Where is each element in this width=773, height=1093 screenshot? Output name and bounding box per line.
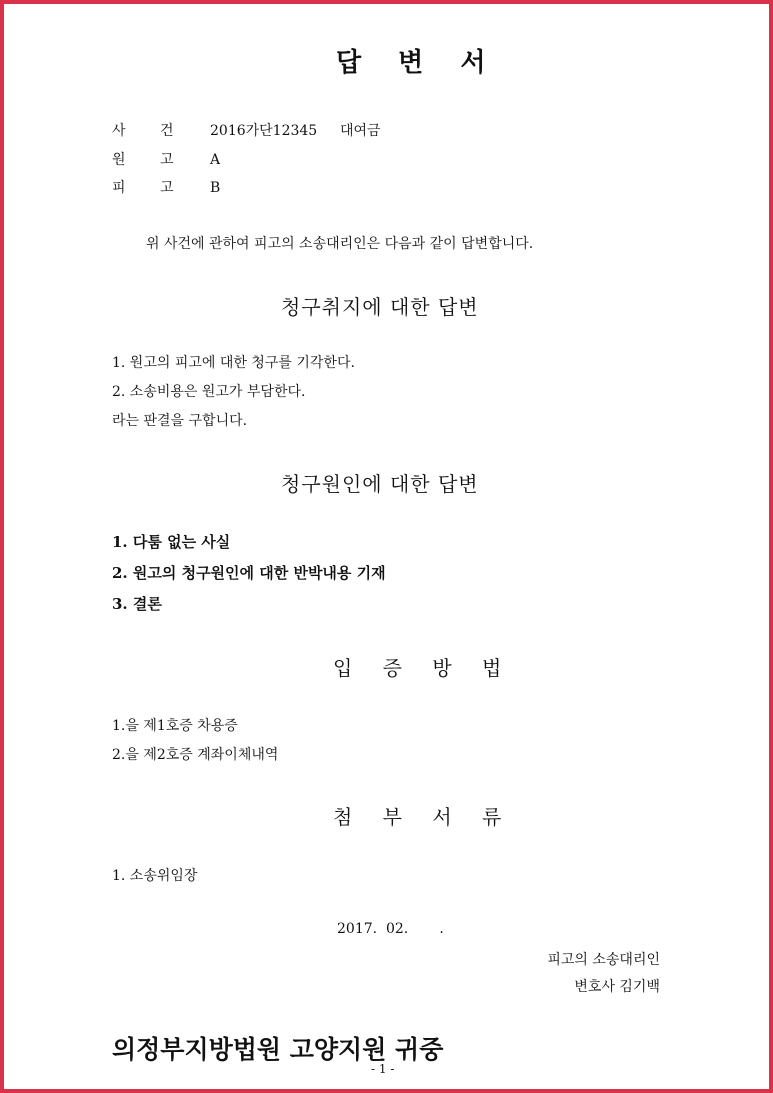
document-title: 답 변 서: [336, 48, 500, 78]
attachment-line: 1. 소송위임장: [112, 868, 198, 884]
defendant-label-a: 피: [112, 180, 126, 196]
claim-cause-line: 2. 원고의 청구원인에 대한 반박내용 기재: [112, 564, 386, 582]
defendant-name: B: [210, 180, 221, 196]
case-label-b: 건: [160, 123, 174, 139]
intro-sentence: 위 사건에 관하여 피고의 소송대리인은 다음과 같이 답변합니다.: [146, 236, 534, 252]
claim-purpose-heading: 청구취지에 대한 답변: [281, 295, 479, 319]
claim-cause-line: 1. 다툼 없는 사실: [112, 533, 231, 551]
case-number: 2016가단12345: [210, 123, 318, 139]
document-date: 2017. 02. .: [337, 921, 444, 937]
plaintiff-label-b: 고: [160, 152, 174, 168]
defendant-row: [112, 177, 220, 197]
evidence-heading: 입 증 방 법: [333, 656, 514, 680]
defendant-label-b: 고: [160, 180, 174, 196]
plaintiff-row: [112, 149, 220, 169]
court-addressee: 의정부지방법원 고양지원 귀중: [112, 1035, 444, 1064]
claim-cause-line: 3. 결론: [112, 595, 162, 613]
case-label-a: 사: [112, 123, 126, 139]
claim-purpose-line: 1. 원고의 피고에 대한 청구를 기각한다.: [112, 355, 355, 371]
page-number: - 1 -: [371, 1062, 395, 1076]
case-type: 대여금: [340, 123, 381, 139]
signer-name: 변호사 김기백: [574, 979, 660, 995]
claim-purpose-line: 2. 소송비용은 원고가 부담한다.: [112, 384, 306, 400]
signer-role: 피고의 소송대리인: [547, 952, 660, 968]
claim-cause-heading: 청구원인에 대한 답변: [281, 472, 479, 496]
evidence-line: 1.을 제1호증 차용증: [112, 718, 238, 734]
plaintiff-name: A: [210, 152, 221, 168]
evidence-line: 2.을 제2호증 계좌이체내역: [112, 747, 279, 763]
case-info-row: [112, 120, 381, 140]
plaintiff-label-a: 원: [112, 152, 126, 168]
attachments-heading: 첨 부 서 류: [333, 805, 514, 829]
claim-purpose-line: 라는 판결을 구합니다.: [112, 413, 248, 429]
